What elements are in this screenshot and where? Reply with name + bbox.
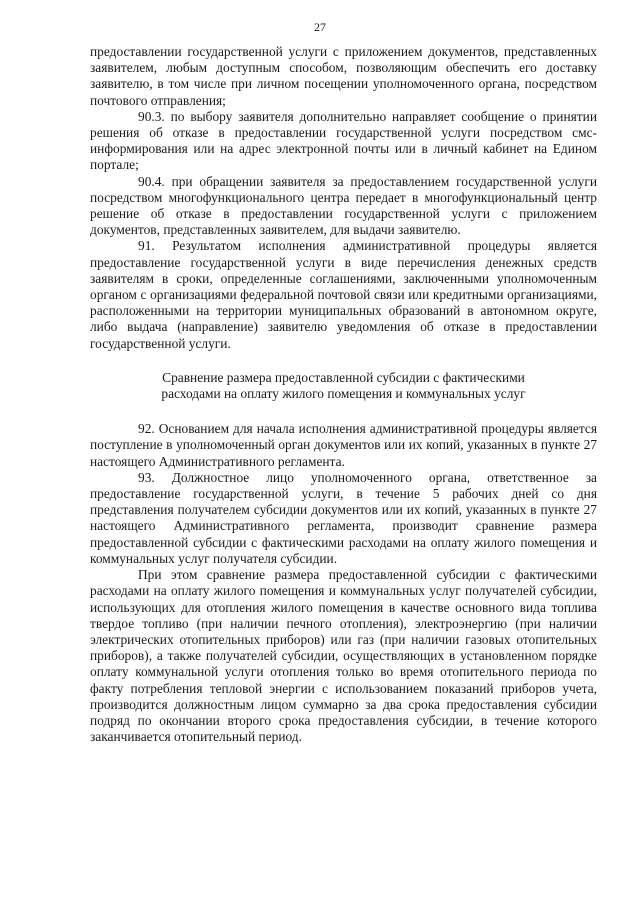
section-heading-line-2: расходами на оплату жилого помещения и коммунальных услуг [161, 386, 526, 402]
section-heading-line-1: Сравнение размера предоставленной субсидии с фактическими [162, 369, 525, 385]
paragraph-93: 93. Должностное лицо уполномоченного органа, ответственное за предоставление государственной услуги, в течение 5 рабочих дней со дня представления получателем субсидии документов или их копий, указанных в пункте 27 настоящего Административного регламента, производит сравнение размера предоставленной субсидии с фактическими расходами на оплату жилого помещения и коммунальных услуг получателя субсидии. [90, 469, 597, 566]
document-body [90, 44, 597, 745]
paragraph-continuation: предоставлении государственной услуги с приложением документов, представленных заявителем, любым доступным способом, позволяющим обеспечить его доставку заявителю, в том числе при личном посещении уполномоченного органа, посредством почтового отправления; [90, 44, 597, 108]
page-number: 27 [314, 20, 326, 34]
paragraph-91: 91. Результатом исполнения административной процедуры является предоставление государственной услуги в виде перечисления денежных средств заявителям в сроки, определенные соглашениями, заключенными уполномоченным органом с организациями федеральной почтовой связи или кредитными организациями, расположенными на территории муниципальных образований в автономном округе, либо выдача (направление) заявителю уведомления об отказе в предоставлении государственной услуги. [90, 238, 597, 351]
paragraph-90-3: 90.3. по выбору заявителя дополнительно направляет сообщение о принятии решения об отказе в предоставлении государственной услуги посредством смс-информирования или на адрес электронной почты или в личный кабинет на Едином портале; [90, 108, 597, 173]
paragraph-90-4: 90.4. при обращении заявителя за предоставлением государственной услуги посредством многофункционального центра передает в многофункциональный центр решение об отказе в предоставлении государственной услуги с приложением документов, представленных заявителем, для выдачи заявителю. [90, 173, 597, 238]
section-heading [90, 370, 597, 402]
paragraph-92: 92. Основанием для начала исполнения административной процедуры является поступление в уполномоченный орган документов или их копий, указанных в пункте 27 настоящего Административного регламента. [90, 421, 597, 469]
paragraph-93-continuation: При этом сравнение размера предоставленной субсидии с фактическими расходами на оплату жилого помещения и коммунальных услуг получателей субсидии, использующих для отопления жилого помещения в качестве основного вида топлива твердое топливо (при наличии печного отопления), электроэнергию (при наличии электрических отопительных приборов) или газ (при наличии газовых отопительных приборов), а также получателей субсидии, осуществляющих в установленном порядке оплату коммунальной услуги отопления только во время отопительного периода по факту потребления тепловой энергии с использованием показаний приборов учета, производится должностным лицом суммарно за два срока предоставления субсидии подряд по окончании второго срока предоставления субсидии, в течение которого заканчивается отопительный период. [90, 567, 597, 745]
